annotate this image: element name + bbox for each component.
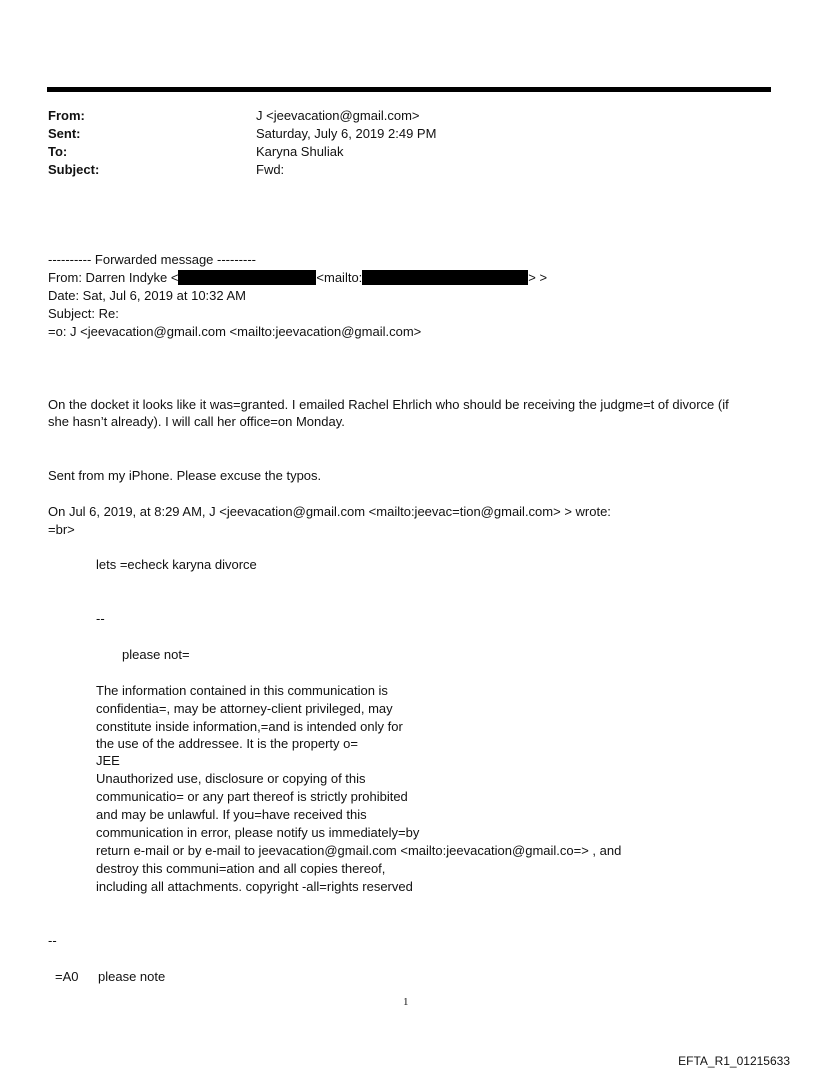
- disclaimer-line: and may be unlawful. If you=have received this: [96, 807, 367, 822]
- subject-value: Fwd:: [256, 162, 285, 177]
- forward-from-mailto: <mailto:: [316, 270, 363, 285]
- quoted-text: lets =echeck karyna divorce: [96, 557, 257, 572]
- footer-please-note: please note: [98, 969, 166, 984]
- disclaimer-line: including all attachments. copyright -all=rights reserved: [96, 879, 413, 894]
- body-line: she hasn’t already). I will call her office=on Monday.: [48, 414, 345, 429]
- body-line: On the docket it looks like it was=granted. I emailed Rachel Ehrlich who should be receiving the judgme=t of divorce (if: [48, 397, 729, 412]
- to-value: Karyna Shuliak: [256, 144, 344, 159]
- disclaimer-line: Unauthorized use, disclosure or copying of this: [96, 771, 366, 786]
- quote-intro: On Jul 6, 2019, at 8:29 AM, J <jeevacation@gmail.com <mailto:jeevac=tion@gmail.com> > wrote:: [48, 504, 611, 519]
- forward-from-suffix: > >: [528, 270, 548, 285]
- sent-value: Saturday, July 6, 2019 2:49 PM: [256, 126, 437, 141]
- signature-dash: --: [96, 611, 105, 626]
- header-rule: [47, 87, 771, 92]
- disclaimer-line: the use of the addressee. It is the property o=: [96, 736, 358, 751]
- disclaimer-line: The information contained in this communication is: [96, 683, 388, 698]
- forward-subject: Subject: Re:: [48, 306, 119, 321]
- document-id: EFTA_R1_01215633: [678, 1054, 790, 1068]
- signoff: Sent from my iPhone. Please excuse the typos.: [48, 468, 322, 483]
- disclaimer-line: communication in error, please notify us immediately=by: [96, 825, 420, 840]
- from-label: From:: [48, 108, 85, 123]
- redaction-block: [178, 270, 316, 285]
- from-value: J <jeevacation@gmail.com>: [256, 108, 420, 123]
- forward-date: Date: Sat, Jul 6, 2019 at 10:32 AM: [48, 288, 247, 303]
- footer-dash: --: [48, 933, 57, 948]
- footer-a0: =A0: [55, 969, 79, 984]
- disclaimer-line: confidentia=, may be attorney-client privileged, may: [96, 701, 393, 716]
- disclaimer-line: destroy this communi=ation and all copies thereof,: [96, 861, 386, 876]
- disclaimer-line: communicatio= or any part thereof is strictly prohibited: [96, 789, 408, 804]
- forward-from-line: [48, 269, 547, 287]
- disclaimer-line: constitute inside information,=and is intended only for: [96, 719, 403, 734]
- subject-label: Subject:: [48, 162, 100, 177]
- forward-from-prefix: From: Darren Indyke <: [48, 270, 179, 285]
- disclaimer-line: return e-mail or by e-mail to jeevacation@gmail.com <mailto:jeevacation@gmail.co=> , and: [96, 843, 622, 858]
- sent-label: Sent:: [48, 126, 81, 141]
- page-number: 1: [403, 996, 409, 1008]
- note-title: please not=: [122, 647, 190, 662]
- forward-divider: ---------- Forwarded message ---------: [48, 252, 256, 267]
- disclaimer-line: JEE: [96, 753, 120, 768]
- redaction-block: [362, 270, 528, 285]
- forward-to: =o: J <jeevacation@gmail.com <mailto:jeevacation@gmail.com>: [48, 324, 422, 339]
- to-label: To:: [48, 144, 68, 159]
- quote-br: =br>: [48, 522, 75, 537]
